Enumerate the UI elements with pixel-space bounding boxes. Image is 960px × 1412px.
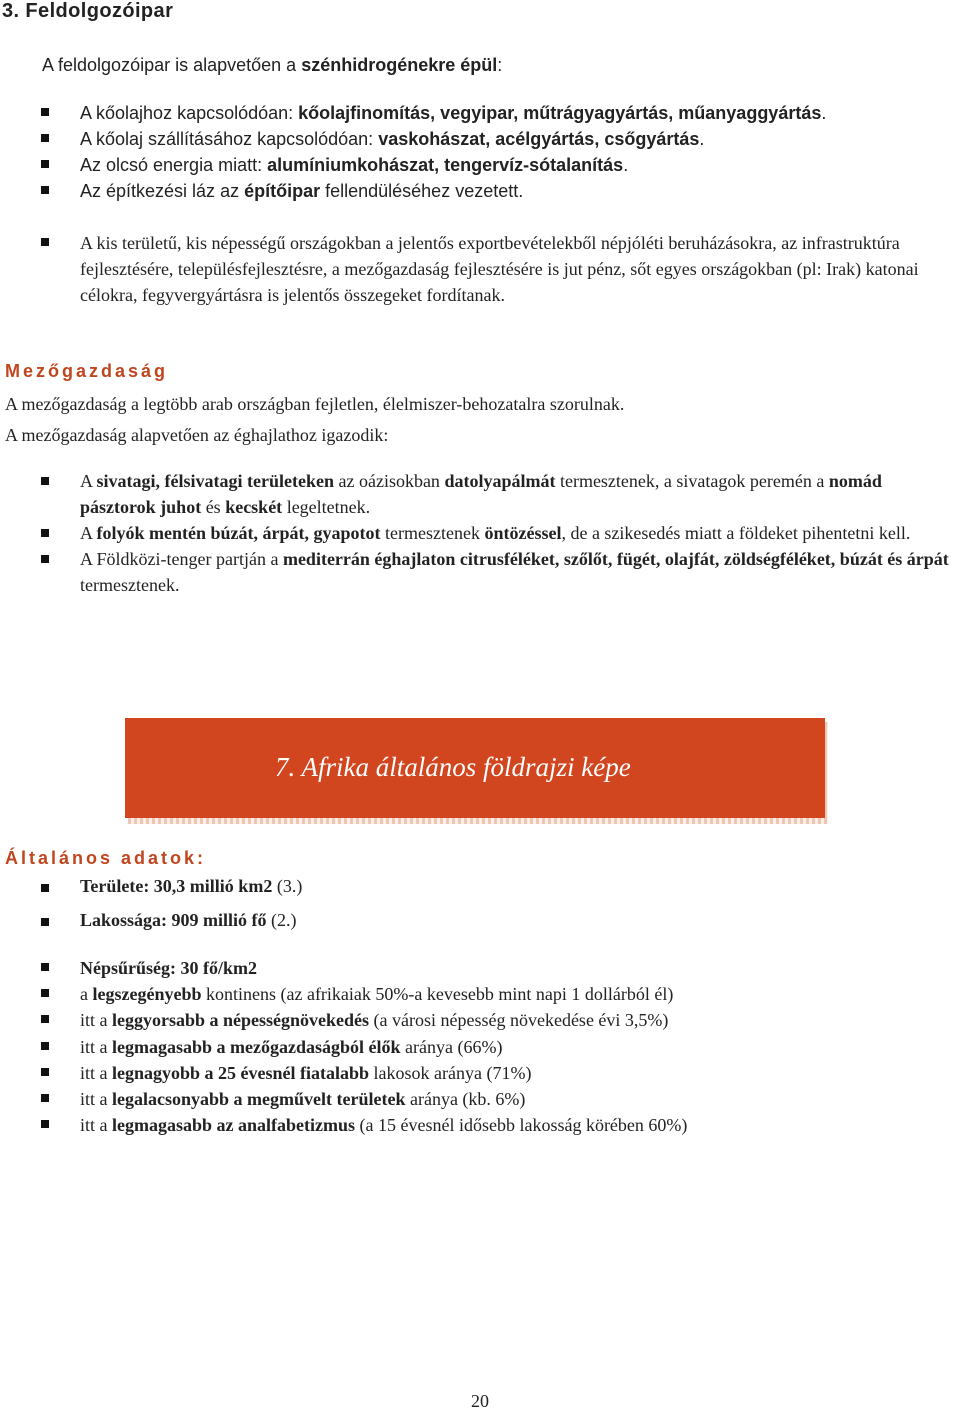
list-item: itt a legalacsonyabb a megművelt területek aránya (kb. 6%) xyxy=(0,1086,960,1112)
page-number: 20 xyxy=(471,1391,489,1411)
list-item: A kőolajhoz kapcsolódóan: kőolajfinomítás, vegyipar, műtrágyagyártás, műanyaggyártás. xyxy=(0,100,920,126)
square-bullet-icon xyxy=(41,989,49,997)
intro-paragraph xyxy=(42,55,502,76)
square-bullet-icon xyxy=(41,477,49,485)
square-bullet-icon xyxy=(41,134,49,142)
agriculture-list xyxy=(0,468,960,598)
list-item: a legszegényebb kontinens (az afrikaiak 50%-a kevesebb mint napi 1 dollárból él) xyxy=(0,981,960,1007)
list-item: A sivatagi, félsivatagi területeken az oázisokban datolyapálmát termesztenek, a sivatagok peremén a nomád pásztorok juhot és kecskét legeltetnek. xyxy=(0,468,960,520)
list-item: itt a legnagyobb a 25 évesnél fiatalabb lakosok aránya (71%) xyxy=(0,1060,960,1086)
square-bullet-icon xyxy=(41,1068,49,1076)
intro-text: A feldolgozóipar is alapvetően a xyxy=(42,55,302,75)
general-data-list xyxy=(0,876,960,931)
square-bullet-icon xyxy=(41,1042,49,1050)
square-bullet-icon xyxy=(41,108,49,116)
list-item: A kőolaj szállításához kapcsolódóan: vaskohászat, acélgyártás, csőgyártás. xyxy=(0,126,920,152)
square-bullet-icon xyxy=(41,918,49,926)
list-item: itt a leggyorsabb a népességnövekedés (a városi népesség növekedése évi 3,5%) xyxy=(0,1007,960,1033)
section-heading: 3. Feldolgozóipar xyxy=(2,0,174,22)
square-bullet-icon xyxy=(41,884,49,892)
list-item: Népsűrűség: 30 fő/km2 xyxy=(0,955,960,981)
list-item: Az építkezési láz az építőipar fellendüléséhez vezetett. xyxy=(0,178,920,204)
list-item: A Földközi-tenger partján a mediterrán éghajlaton citrusféléket, szőlőt, fügét, olajfát, zöldségféléket, búzát és árpát termesztenek. xyxy=(0,546,960,598)
intro-text-end: : xyxy=(497,55,503,75)
agriculture-paragraph-2: A mezőgazdaság alapvetően az éghajlathoz igazodik: xyxy=(5,425,389,445)
intro-bold: szénhidrogénekre épül xyxy=(301,55,498,75)
list-item: Területe: 30,3 millió km2 (3.) xyxy=(0,876,960,897)
list-item: Az olcsó energia miatt: alumíniumkohászat, tengervíz-sótalanítás. xyxy=(0,152,920,178)
square-bullet-icon xyxy=(41,529,49,537)
square-bullet-icon xyxy=(41,1094,49,1102)
industry-list xyxy=(0,100,920,204)
list-item: A folyók mentén búzát, árpát, gyapotot termesztenek öntözéssel, de a szikesedés miatt a földeket pihentetni kell. xyxy=(0,520,960,546)
square-bullet-icon xyxy=(41,1120,49,1128)
statistics-list xyxy=(0,955,960,1138)
list-item: itt a legmagasabb a mezőgazdaságból élők aránya (66%) xyxy=(0,1034,960,1060)
square-bullet-icon xyxy=(41,1015,49,1023)
industry-list-cont xyxy=(0,230,960,308)
chapter-title: 7. Afrika általános földrajzi képe xyxy=(275,752,631,782)
chapter-banner xyxy=(125,718,825,818)
list-item: itt a legmagasabb az analfabetizmus (a 15 évesnél idősebb lakosság körében 60%) xyxy=(0,1112,960,1138)
general-data-title: Általános adatok: xyxy=(5,848,207,868)
square-bullet-icon xyxy=(41,238,49,246)
agriculture-title: Mezőgazdaság xyxy=(5,361,169,381)
list-item: Lakossága: 909 millió fő (2.) xyxy=(0,910,960,931)
list-item: A kis területű, kis népességű országokban a jelentős exportbevételekből népjóléti beruházásokra, az infrastruktúra fejlesztésére, településfejlesztésre, a mezőgazdaság fejlesztésére is jut pénz, sőt egyes országokban (pl: Irak) katonai célokra, fegyvergyártásra is jelentős összegeket fordítanak. xyxy=(0,230,960,308)
square-bullet-icon xyxy=(41,555,49,563)
square-bullet-icon xyxy=(41,963,49,971)
square-bullet-icon xyxy=(41,160,49,168)
agriculture-paragraph-1: A mezőgazdaság a legtöbb arab országban fejletlen, élelmiszer-behozatalra szorulnak. xyxy=(5,394,625,414)
square-bullet-icon xyxy=(41,186,49,194)
